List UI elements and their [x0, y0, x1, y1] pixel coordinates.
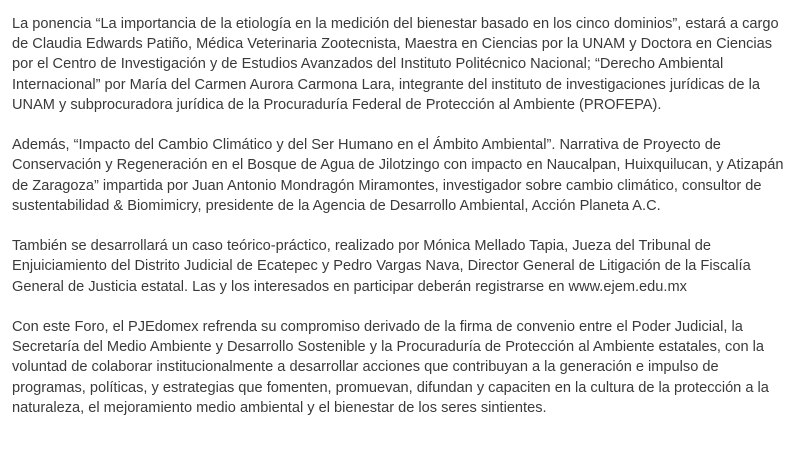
- paragraph-compromiso-foro: Con este Foro, el PJEdomex refrenda su compromiso derivado de la firma de convenio entre el Poder Judicial, la Secretaría del Medio Ambiente y Desarrollo Sostenible y la Procuraduría de Protección al Ambiente estatales, con la voluntad de colaborar institucionalmente a desarrollar acciones que contribuyan a la generación e impulso de programas, políticas, y estrategias que fomenten, promuevan, difundan y capaciten en la cultura de la protección a la naturaleza, el mejoramiento medio ambiental y el bienestar de los seres sintientes.: [12, 319, 769, 416]
- paragraph-caso-teorico-practico: También se desarrollará un caso teórico-práctico, realizado por Mónica Mellado Tapia, Jueza del Tribunal de Enjuiciamiento del Distrito Judicial de Ecatepec y Pedro Vargas Nava, Director General de Litigación de la Fiscalía General de Justicia estatal. Las y los interesados en participar deberán registrarse en www.ejem.edu.mx: [12, 238, 751, 295]
- article-body: [12, 14, 787, 438]
- paragraph-impacto-cambio-climatico: Además, “Impacto del Cambio Climático y del Ser Humano en el Ámbito Ambiental”. Narrativa de Proyecto de Conservación y Regeneración en el Bosque de Agua de Jilotzingo con impacto en Naucalpan, Huixquilucan, y Atizapán de Zaragoza” impartida por Juan Antonio Mondragón Miramontes, investigador sobre cambio climático, consultor de sustentabilidad & Biomimicry, presidente de la Agencia de Desarrollo Ambiental, Acción Planeta A.C.: [12, 137, 784, 214]
- paragraph-ponencia: La ponencia “La importancia de la etiología en la medición del bienestar basado en los cinco dominios”, estará a cargo de Claudia Edwards Patiño, Médica Veterinaria Zootecnista, Maestra en Ciencias por la UNAM y Doctora en Ciencias por el Centro de Investigación y de Estudios Avanzados del Instituto Politécnico Nacional; “Derecho Ambiental Internacional” por María del Carmen Aurora Carmona Lara, integrante del instituto de investigaciones jurídicas de la UNAM y subprocuradora jurídica de la Procuraduría Federal de Protección al Ambiente (PROFEPA).: [12, 16, 779, 113]
